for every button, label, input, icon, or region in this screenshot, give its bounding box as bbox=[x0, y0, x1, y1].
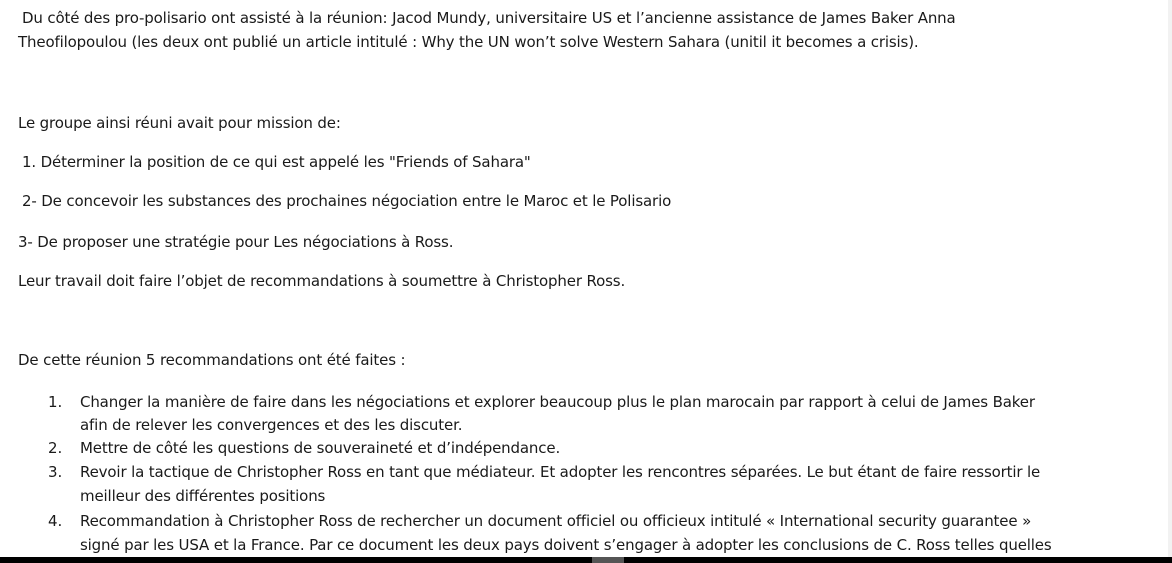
mission-item-1: 1. Déterminer la position de ce qui est appelé les "Friends of Sahara" bbox=[22, 153, 531, 171]
mission-intro: Le groupe ainsi réuni avait pour mission de: bbox=[18, 114, 341, 132]
scroll-thumb[interactable] bbox=[592, 557, 624, 563]
list-item-number: 1. bbox=[48, 393, 63, 411]
list-item-text: Changer la manière de faire dans les négociations et explorer beaucoup plus le plan marocain par rapport à celui de James Baker bbox=[80, 393, 1035, 411]
list-item-text: Mettre de côté les questions de souveraineté et d’indépendance. bbox=[80, 439, 561, 457]
intro-line-2: Theofilopoulou (les deux ont publié un article intitulé : Why the UN won’t solve Western Sahara (unitil it becomes a crisis). bbox=[18, 33, 919, 51]
list-item-text-continued: afin de relever les convergences et des les discuter. bbox=[80, 416, 463, 434]
list-item-number: 3. bbox=[48, 463, 63, 481]
page-edge bbox=[1168, 0, 1172, 557]
recommendations-intro: De cette réunion 5 recommandations ont été faites : bbox=[18, 351, 406, 369]
list-item-text: Recommandation à Christopher Ross de rechercher un document officiel ou officieux intitulé « International security guarantee » bbox=[80, 512, 1032, 530]
intro-line-1: Du côté des pro-polisario ont assisté à la réunion: Jacod Mundy, universitaire US et l’ancienne assistance de James Baker Anna bbox=[22, 9, 956, 27]
list-item-number: 2. bbox=[48, 439, 63, 457]
work-note: Leur travail doit faire l’objet de recommandations à soumettre à Christopher Ross. bbox=[18, 272, 626, 290]
list-item-text: Revoir la tactique de Christopher Ross en tant que médiateur. Et adopter les rencontres séparées. Le but étant de faire ressortir le bbox=[80, 463, 1041, 481]
list-item-number: 4. bbox=[48, 512, 63, 530]
list-item-text-continued: signé par les USA et la France. Par ce document les deux pays doivent s’engager à adopter les conclusions de C. Ross telles quelles bbox=[80, 536, 1052, 554]
mission-item-2: 2- De concevoir les substances des prochaines négociation entre le Maroc et le Polisario bbox=[22, 192, 672, 210]
mission-item-3: 3- De proposer une stratégie pour Les négociations à Ross. bbox=[18, 233, 454, 251]
list-item-text-continued: meilleur des différentes positions bbox=[80, 487, 326, 505]
bottom-bar bbox=[0, 557, 1172, 563]
